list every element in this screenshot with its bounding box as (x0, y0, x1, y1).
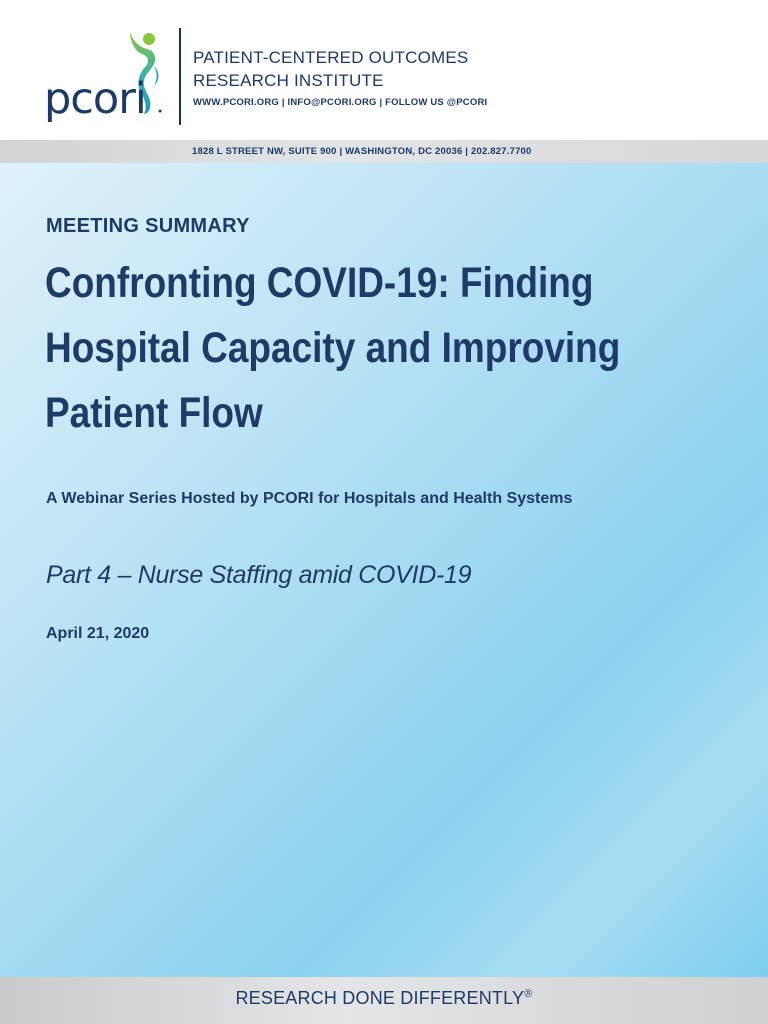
document-title (45, 251, 724, 446)
org-name-line1: PATIENT-CENTERED OUTCOMES (193, 48, 469, 67)
header-divider (179, 28, 181, 125)
footer-bar (0, 977, 768, 1024)
pcori-logo (40, 28, 170, 128)
logo-registered-dot: ● (158, 108, 163, 115)
document-type-label: MEETING SUMMARY (46, 215, 250, 237)
title-line2: Hospital Capacity and Improving (45, 324, 621, 372)
address-text: 1828 L STREET NW, SUITE 900 | WASHINGTON, DC 20036 | 202.827.7700 (192, 146, 532, 157)
organization-name (193, 46, 468, 92)
part-title: Part 4 – Nurse Staffing amid COVID-19 (46, 561, 472, 589)
tagline (0, 988, 768, 1009)
registered-mark: ® (524, 988, 533, 1000)
logo-wordmark: pcori (44, 74, 146, 124)
meeting-date: April 21, 2020 (46, 625, 150, 642)
document-header (0, 0, 768, 140)
address-bar (0, 140, 768, 163)
series-subtitle: A Webinar Series Hosted by PCORI for Hospitals and Health Systems (46, 490, 573, 507)
title-line1: Confronting COVID-19: Finding (45, 259, 594, 307)
tagline-text: RESEARCH DONE DIFFERENTLY (235, 988, 525, 1008)
contact-links[interactable]: WWW.PCORI.ORG | INFO@PCORI.ORG | FOLLOW US @PCORI (193, 97, 488, 108)
title-line3: Patient Flow (45, 389, 263, 437)
org-name-line2: RESEARCH INSTITUTE (193, 71, 384, 90)
cover-body (0, 163, 768, 977)
